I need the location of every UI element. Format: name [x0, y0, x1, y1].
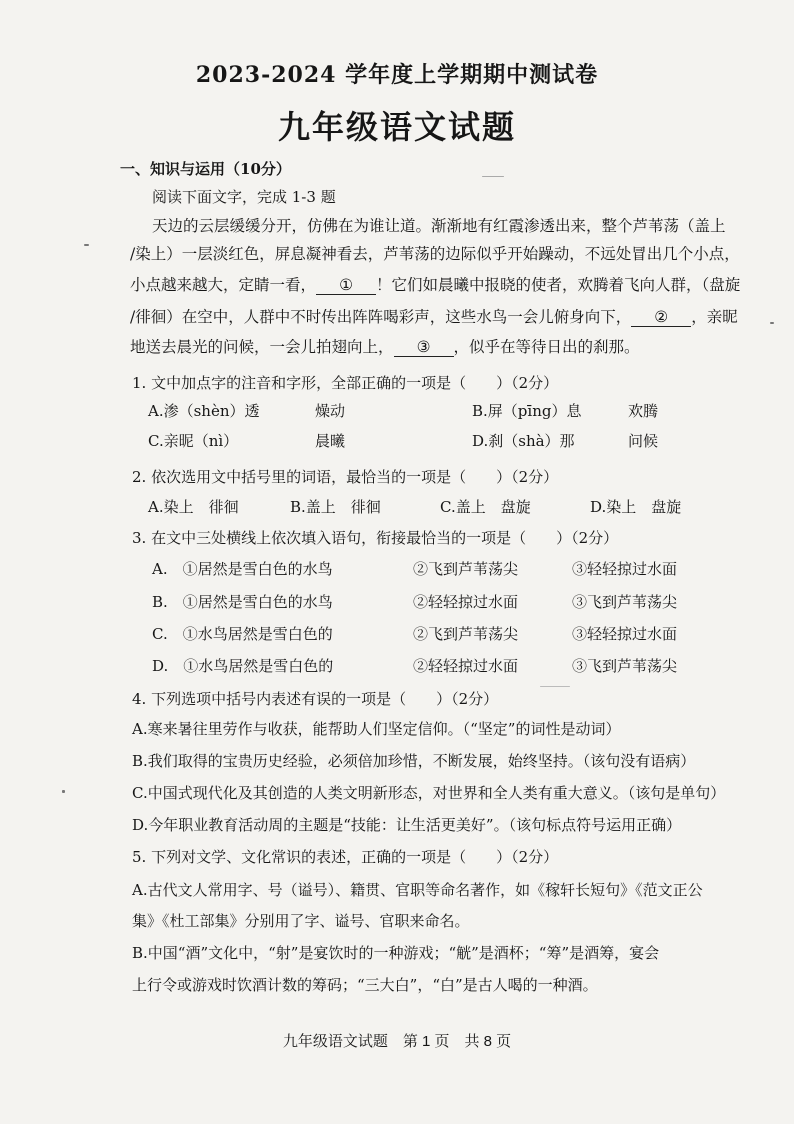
exam-subtitle: 九年级语文试题 [277, 108, 516, 146]
q5-option-a-line-1: A.古代文人常用字、号（谥号）、籍贯、官职等命名著作，如《稼轩长短句》《范文正公 [132, 881, 703, 899]
reading-instruction: 阅读下面文字，完成 1-3 题 [152, 188, 336, 206]
q3-option-a-3: ③轻轻掠过水面 [572, 560, 678, 578]
exam-title: 2023-2024 学年度上学期期中测试卷 [195, 62, 599, 88]
passage-line-5 [130, 335, 640, 357]
q1-option-b-word: 欢腾 [628, 402, 659, 420]
q3-option-d-3: ③飞到芦苇荡尖 [572, 657, 678, 675]
section-heading: 一、知识与运用（10分） [120, 160, 291, 178]
q5-option-b-line-1: B.中国“酒”文化中，“射”是宴饮时的一种游戏；“觥”是酒杯；“筹”是酒筹，宴会 [132, 944, 660, 962]
question-4-stem: 4. 下列选项中括号内表述有误的一项是（ ）（2分） [132, 690, 499, 708]
passage-line-5-a: 地送去晨光的问候，一会儿拍翅向上， [130, 338, 394, 356]
question-1-stem: 1. 文中加点字的注音和字形，全部正确的一项是（ ）（2分） [132, 374, 559, 392]
q1-option-b: B.屏（pīng）息 [472, 402, 582, 420]
q3-option-b-2: ②轻轻掠过水面 [413, 593, 519, 611]
passage-line-4-b: ，亲昵 [691, 308, 738, 326]
scan-speck [62, 790, 65, 793]
question-5-stem: 5. 下列对文学、文化常识的表述，正确的一项是（ ）（2分） [132, 848, 559, 866]
q3-option-c-1: C. ①水鸟居然是雪白色的 [152, 625, 333, 643]
passage-line-3 [130, 273, 740, 295]
q4-option-b: B.我们取得的宝贵历史经验，必须倍加珍惜，不断发展，始终坚持。（该句没有语病） [132, 752, 696, 770]
q3-option-d-2: ②轻轻掠过水面 [413, 657, 519, 675]
passage-line-1: 天边的云层缓缓分开，仿佛在为谁让道。渐渐地有红霞渗透出来，整个芦苇荡（盖上 [152, 217, 726, 235]
q2-option-b: B.盖上 徘徊 [290, 498, 381, 516]
q4-option-c: C.中国式现代化及其创造的人类文明新形态，对世界和全人类有重大意义。（该句是单句） [132, 784, 726, 802]
q2-option-d: D.染上 盘旋 [590, 498, 682, 516]
q4-option-a: A.寒来暑往里劳作与收获，能帮助人们坚定信仰。（“坚定”的词性是动词） [132, 720, 621, 738]
q1-option-d-word: 问候 [628, 432, 659, 450]
q3-option-c-2: ②飞到芦苇荡尖 [413, 625, 519, 643]
q3-option-b-3: ③飞到芦苇荡尖 [572, 593, 678, 611]
q1-option-c-word: 晨曦 [315, 432, 346, 450]
blank-1: ① [316, 276, 376, 295]
q1-option-d: D.刹（shà）那 [472, 432, 575, 450]
blank-3: ③ [394, 338, 454, 357]
scan-speck [540, 686, 570, 687]
q1-option-c: C.亲昵（nì） [148, 432, 239, 450]
scan-speck [482, 176, 504, 177]
scan-speck [770, 322, 774, 324]
q4-option-d: D.今年职业教育活动周的主题是“技能：让生活更美好”。（该句标点符号运用正确） [132, 816, 682, 834]
passage-line-3-b: ！它们如晨曦中报晓的使者，欢腾着飞向人群，（盘旋 [376, 276, 741, 294]
q3-option-a-1: A. ①居然是雪白色的水鸟 [152, 560, 333, 578]
scan-speck [84, 244, 89, 246]
q2-option-a: A.染上 徘徊 [148, 498, 239, 516]
question-3-stem: 3. 在文中三处横线上依次填入语句，衔接最恰当的一项是（ ）（2分） [132, 529, 619, 547]
passage-line-5-b: ，似乎在等待日出的刹那。 [453, 338, 640, 356]
passage-line-4 [130, 305, 738, 327]
passage-line-2: /染上）一层淡红色，屏息凝神看去，芦苇荡的边际似乎开始躁动，不远处冒出几个小点， [130, 245, 740, 263]
q3-option-b-1: B. ①居然是雪白色的水鸟 [152, 593, 333, 611]
q3-option-d-1: D. ①水鸟居然是雪白色的 [152, 657, 334, 675]
q3-option-c-3: ③轻轻掠过水面 [572, 625, 678, 643]
q5-option-a-line-2: 集》《杜工部集》分别用了字、谥号、官职来命名。 [132, 912, 470, 930]
q1-option-a: A.渗（shèn）透 [148, 402, 260, 420]
q5-option-b-line-2: 上行令或游戏时饮酒计数的筹码；“三大白”，“白”是古人喝的一种酒。 [132, 976, 598, 994]
q1-option-a-word: 燥动 [315, 402, 346, 420]
passage-line-4-a: /徘徊）在空中，人群中不时传出阵阵喝彩声，这些水鸟一会儿俯身向下， [130, 308, 632, 326]
blank-2: ② [631, 308, 691, 327]
q3-option-a-2: ②飞到芦苇荡尖 [413, 560, 519, 578]
page-footer: 九年级语文试题 第 1 页 共 8 页 [282, 1033, 512, 1050]
question-2-stem: 2. 依次选用文中括号里的词语，最恰当的一项是（ ）（2分） [132, 468, 559, 486]
passage-line-3-a: 小点越来越大，定睛一看， [130, 276, 317, 294]
q2-option-c: C.盖上 盘旋 [440, 498, 531, 516]
